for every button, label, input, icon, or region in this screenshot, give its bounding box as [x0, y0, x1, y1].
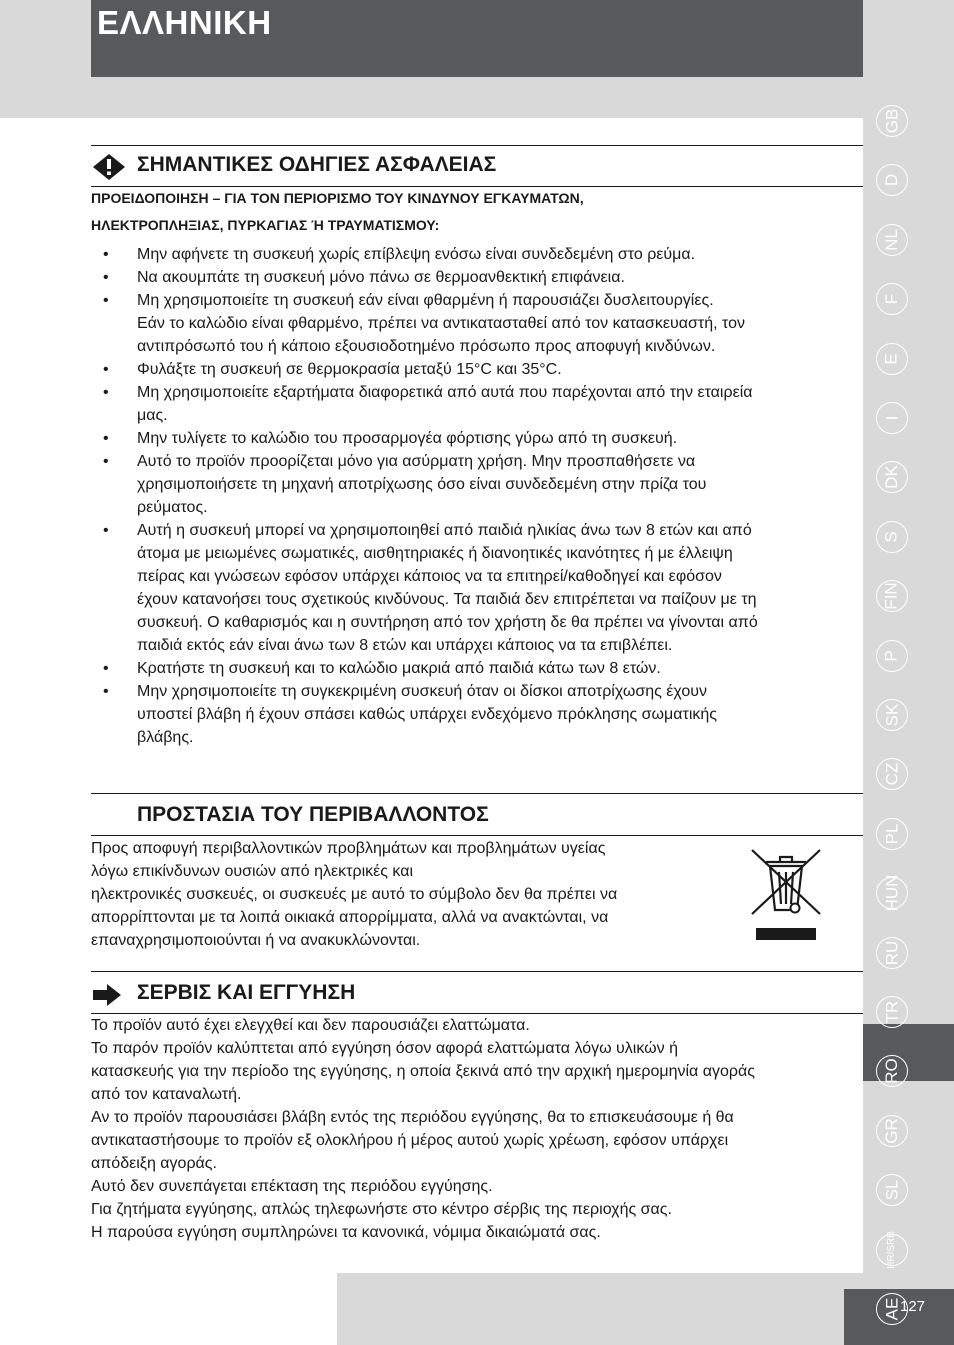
language-tab-label: P: [882, 649, 901, 662]
bullet-line: βλάβης.: [137, 729, 194, 746]
language-tab-label: TR: [881, 1000, 901, 1024]
language-tab-label: SL: [881, 1179, 901, 1201]
bullet-dot: •: [103, 683, 109, 700]
language-tab-s[interactable]: [871, 516, 915, 560]
service-line: Η παρούσα εγγύηση συμπληρώνει τα κανονικά, νόμιμα δικαιώματά σας.: [91, 1224, 601, 1241]
language-tab-circle: [876, 874, 908, 912]
bullet-line: έχουν κατανοήσει τους σχετικούς κινδύνους. Τα παιδιά δεν επιτρέπεται να παίζουν με τη: [137, 591, 757, 608]
environment-line: λόγω επικίνδυνων ουσιών από ηλεκτρικές και: [91, 863, 414, 880]
bullet-item: [91, 450, 871, 519]
language-tab-sk[interactable]: [871, 694, 915, 738]
bullet-item: [91, 381, 871, 427]
bullet-dot: •: [103, 384, 109, 401]
language-tab-label: E: [882, 352, 901, 365]
language-tab-circle: [876, 343, 908, 375]
service-line: Το παρόν προϊόν καλύπτεται από εγγύηση όσον αφορά ελαττώματα λόγω υλικών ή: [91, 1040, 678, 1057]
bullet-line: Μη χρησιμοποιείτε τη συσκευή εάν είναι φθαρμένη ή παρουσιάζει δυσλειτουργίες.: [137, 292, 714, 309]
section-rule: [91, 186, 863, 187]
language-tab-circle: [876, 402, 908, 434]
bullet-line: χρησιμοποιήσετε τη μηχανή αποτρίχωσης όσο είναι συνδεδεμένη στην πρίζα του: [137, 476, 707, 493]
bullet-dot: •: [103, 269, 109, 286]
service-line: κατασκευής για την περίοδο της εγγύησης, η οποία ξεκινά από την αρχική ημερομηνία αγοράς: [91, 1063, 755, 1080]
environment-heading-text: ΠΡΟΣΤΑΣΙΑ ΤΟΥ ΠΕΡΙΒΑΛΛΟΝΤΟΣ: [137, 803, 489, 826]
bullet-dot: •: [103, 453, 109, 470]
language-tab-label: GB: [882, 108, 901, 134]
service-line: απόδειξη αγοράς.: [91, 1155, 217, 1172]
bullet-line: παιδιά εκτός εάν είναι άνω των 8 ετών και υπάρχει κάποιος να τα επιβλέπει.: [137, 637, 673, 654]
service-line: από τον καταναλωτή.: [91, 1086, 242, 1103]
language-tab-cz[interactable]: [871, 753, 915, 797]
language-tab-tr[interactable]: [871, 991, 915, 1035]
arrow-right-icon: [91, 981, 125, 1015]
environment-line: απορρίπτονται με τα λοιπά οικιακά απορρίμματα, αλλά να ανακτώνται, να: [91, 909, 609, 926]
crossed-out-bin-icon: [748, 848, 824, 944]
language-tab-label: GR: [882, 1118, 901, 1144]
service-line: Αυτό δεν συνεπάγεται επέκταση της περιόδου εγγύησης.: [91, 1178, 493, 1195]
bullet-line: Φυλάξτε τη συσκευή σε θερμοκρασία μεταξύ 15°C και 35°C.: [137, 361, 562, 378]
bullet-line: Μην χρησιμοποιείτε τη συγκεκριμένη συσκευή όταν οι δίσκοι αποτρίχωσης έχουν: [137, 683, 707, 700]
section-rule: [91, 793, 863, 794]
language-tab-ru[interactable]: [871, 932, 915, 976]
language-tab-hr-srb[interactable]: [871, 1229, 915, 1273]
bullet-item: [91, 358, 871, 381]
language-tab-label: I: [881, 415, 901, 421]
bullet-line: άτομα με μειωμένες σωματικές, αισθητηριακές ή διανοητικές ικανότητες ή με έλλειψη: [137, 545, 733, 562]
language-tab-ae[interactable]: [871, 1288, 915, 1332]
language-tab-pl[interactable]: [871, 813, 915, 857]
bullet-dot: •: [103, 361, 109, 378]
bullet-line: Μη χρησιμοποιείτε εξαρτήματα διαφορετικά από αυτά που παρέχονται από την εταιρεία: [137, 384, 753, 401]
language-tab-label: D: [882, 174, 901, 187]
language-tab-circle: [876, 580, 908, 612]
language-tab-label: F: [881, 293, 901, 305]
language-tab-label: SK: [882, 703, 901, 727]
language-tab-circle: [876, 164, 908, 196]
section-rule: [91, 145, 863, 146]
language-tab-sl[interactable]: [871, 1169, 915, 1213]
language-tab-nl[interactable]: [871, 219, 915, 263]
warning-line-2: ΗΛΕΚΤΡΟΠΛΗΞΙΑΣ, ΠΥΡΚΑΓΙΑΣ Ή ΤΡΑΥΜΑΤΙΣΜΟΥ:: [91, 217, 440, 233]
warning-line-1: ΠΡΟΕΙΔΟΠΟΙΗΣΗ – ΓΙΑ ΤΟΝ ΠΕΡΙΟΡΙΣΜΟ ΤΟΥ ΚΙΝΔΥΝΟΥ ΕΓΚΑΥΜΑΤΩΝ,: [91, 190, 584, 206]
bullet-line: Να ακουμπάτε τη συσκευή μόνο πάνω σε θερμοανθεκτική επιφάνεια.: [137, 269, 625, 286]
language-tab-circle: [876, 1230, 908, 1269]
language-tab-i[interactable]: [871, 397, 915, 441]
language-tab-circle: [876, 699, 908, 731]
language-tab-circle: [876, 640, 908, 672]
service-line: Αν το προϊόν παρουσιάσει βλάβη εντός της περιόδου εγγύησης, θα το επισκευάσουμε ή θα: [91, 1109, 734, 1126]
bullet-dot: •: [103, 292, 109, 309]
language-tab-fin[interactable]: [871, 575, 915, 619]
bullet-line: Εάν το καλώδιο είναι φθαρμένο, πρέπει να αντικατασταθεί από τον κατασκευαστή, τον: [137, 315, 745, 332]
service-heading-text: ΣΕΡΒΙΣ ΚΑΙ ΕΓΓΥΗΣΗ: [137, 981, 356, 1004]
bullet-dot: •: [103, 430, 109, 447]
bullet-line: Αυτή η συσκευή μπορεί να χρησιμοποιηθεί από παιδιά ηλικίας άνω των 8 ετών και από: [137, 522, 752, 539]
bullet-line: Μην αφήνετε τη συσκευή χωρίς επίβλεψη ενόσω είναι συνδεδεμένη στο ρεύμα.: [137, 246, 696, 263]
language-tab-circle: [876, 283, 908, 315]
bullet-item: [91, 680, 871, 749]
bullet-line: ρεύματος.: [137, 499, 208, 516]
language-tab-label: HUN: [882, 874, 901, 912]
language-tab-circle: [876, 818, 908, 850]
safety-heading-text: ΣΗΜΑΝΤΙΚΕΣ ΟΔΗΓΙΕΣ ΑΣΦΑΛΕΙΑΣ: [137, 153, 497, 176]
language-tab-p[interactable]: [871, 635, 915, 679]
page-number: 127: [900, 1298, 926, 1315]
bullet-line: Κρατήστε τη συσκευή και το καλώδιο μακριά από παιδιά κάτω των 8 ετών.: [137, 660, 661, 677]
bullet-line: Μην τυλίγετε το καλώδιο του προσαρμογέα φόρτισης γύρω από τη συσκευή.: [137, 430, 678, 447]
language-tab-dk[interactable]: [871, 456, 915, 500]
safety-bullet-list: [91, 243, 871, 749]
language-tab-circle: [876, 224, 908, 256]
language-tab-circle: [876, 105, 908, 137]
language-tab-circle: [876, 758, 908, 790]
language-tab-circle: [876, 521, 908, 553]
page-title: ΕΛΛΗΝΙΚΗ: [97, 4, 272, 41]
language-tab-e[interactable]: [871, 338, 915, 382]
language-tab-ro[interactable]: [871, 1050, 915, 1094]
language-tab-label: S: [882, 531, 901, 543]
language-tab-label: DK: [882, 465, 901, 490]
language-tab-gr[interactable]: [871, 1110, 915, 1154]
language-tab-label: HR/SRB: [886, 1230, 898, 1269]
environment-line: επαναχρησιμοποιούνται ή να ανακυκλώνονται.: [91, 932, 421, 949]
language-tab-circle: [876, 1174, 908, 1206]
title-bar: [91, 0, 863, 77]
service-line: Για ζητήματα εγγύησης, απλώς τηλεφωνήστε στο κέντρο σέρβις της περιοχής σας.: [91, 1201, 672, 1218]
service-line: αντικαταστήσουμε το προϊόν εξ ολοκλήρου ή μέρος αυτού χωρίς χρέωση, εφόσον υπάρχει: [91, 1132, 729, 1149]
environment-line: ηλεκτρονικές συσκευές, οι συσκευές με αυτό το σύμβολο δεν θα πρέπει να: [91, 886, 618, 903]
language-tab-label: RU: [882, 940, 901, 965]
language-tab-label: FIN: [881, 582, 901, 610]
bullet-dot: •: [103, 660, 109, 677]
warning-icon: [91, 153, 127, 187]
language-tab-circle: [876, 1293, 908, 1325]
environment-paragraph: [91, 837, 617, 952]
bullet-item: [91, 243, 871, 266]
language-tab-label: AE: [882, 1297, 901, 1321]
language-tab-circle: [876, 996, 908, 1028]
bullet-line: Αυτό το προϊόν προορίζεται μόνο για ασύρματη χρήση. Μην προσπαθήσετε να: [137, 453, 696, 470]
section-rule: [91, 971, 863, 972]
safety-heading: [91, 153, 863, 183]
language-tab-circle: [876, 1115, 908, 1147]
section-rule: [91, 835, 863, 836]
language-tab-gb[interactable]: [871, 100, 915, 144]
language-tab-circle: [876, 937, 908, 969]
language-tab-label: RO: [882, 1058, 901, 1085]
bullet-line: αντιπρόσωπό του ή κάποιο εξουσιοδοτημένο πρόσωπο προς αποφυγή κινδύνων.: [137, 338, 716, 355]
bottom-band: [337, 1273, 863, 1345]
bullet-dot: •: [103, 522, 109, 539]
bullet-item: [91, 289, 871, 358]
language-tab-label: NL: [881, 228, 901, 251]
bullet-item: [91, 427, 871, 450]
bullet-item: [91, 266, 871, 289]
language-tab-circle: [876, 1055, 908, 1087]
language-tab-d[interactable]: [871, 159, 915, 203]
service-paragraph: [91, 1014, 755, 1244]
bullet-item: [91, 519, 871, 657]
environment-line: Προς αποφυγή περιβαλλοντικών προβλημάτων και προβλημάτων υγείας: [91, 840, 606, 857]
bullet-item: [91, 657, 871, 680]
bullet-line: μας.: [137, 407, 168, 424]
bullet-line: υποστεί βλάβη ή έχουν σπάσει καθώς υπάρχει ενδεχόμενο πρόκλησης σωματικής: [137, 706, 717, 723]
bullet-dot: •: [103, 246, 109, 263]
language-tab-label: PL: [881, 823, 901, 845]
language-tab-label: CZ: [881, 763, 901, 786]
language-tab-circle: [876, 461, 908, 493]
bullet-line: συσκευή. Ο καθαρισμός και η συντήρηση από τον χρήστη δε θα πρέπει να γίνονται από: [137, 614, 758, 631]
language-tab-hun[interactable]: [871, 872, 915, 916]
service-line: Το προϊόν αυτό έχει ελεγχθεί και δεν παρουσιάζει ελαττώματα.: [91, 1017, 530, 1034]
language-tab-f[interactable]: [871, 278, 915, 322]
bullet-line: πείρας και γνώσεων εφόσον υπάρχει κάποιος να τα επιτηρεί/καθοδηγεί και εφόσον: [137, 568, 722, 585]
